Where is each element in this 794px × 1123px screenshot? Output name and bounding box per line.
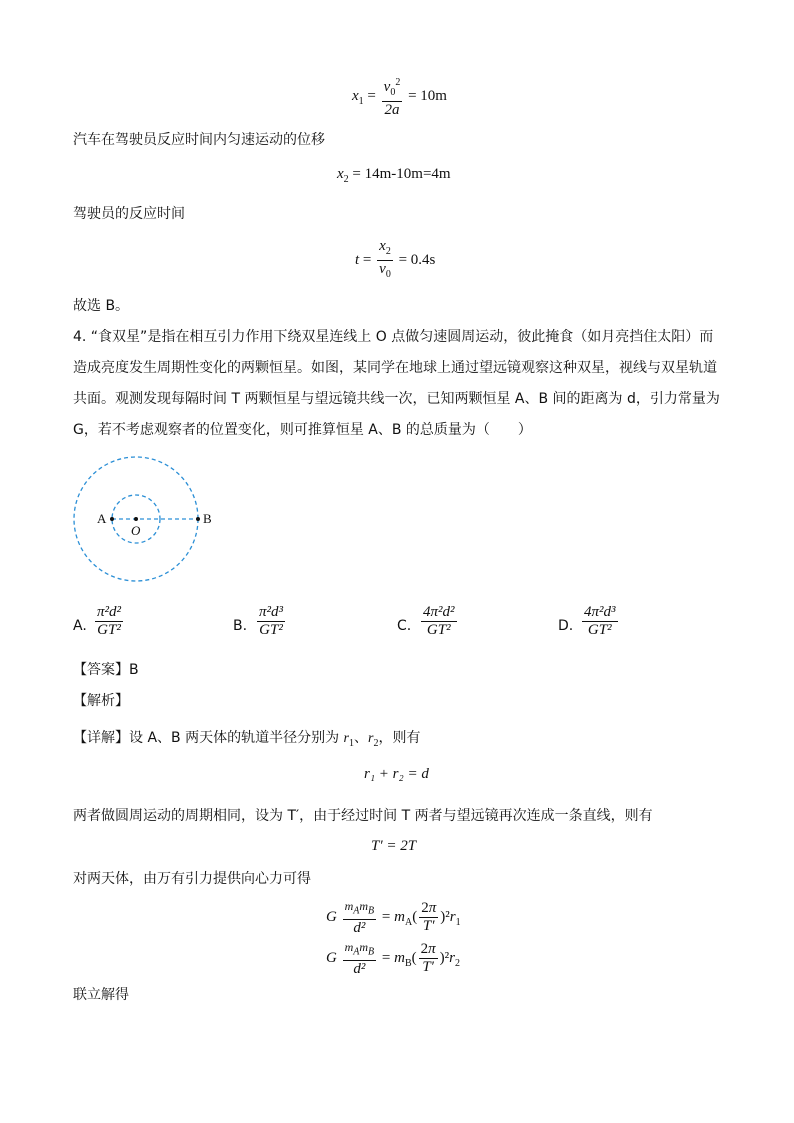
text-gravity-centripetal: 对两天体，由万有引力提供向心力可得 [73,871,311,887]
option-a-label: A. [73,618,87,634]
detail-text: 设 A、B 两天体的轨道半径分别为 [129,730,344,746]
option-a-numerator: π²d² [97,604,122,620]
text-combine-solve: 联立解得 [73,987,129,1003]
question-line-3: 共面。观测发现每隔时间 T 两颗恒星与望远镜共线一次，已知两颗恒星 A、B 间的距离为 d，引力常量为 [73,391,720,407]
question-line-4: G，若不考虑观察者的位置变化，则可推算恒星 A、B 的总质量为（ ） [73,422,532,438]
label-b: B [203,511,212,526]
equation-gravity-b: G $\frac{m_Am_B}{\text{d²}}$ = $m_B$( $\frac{2\pi}{T'}$ )$^2r_2$ [326,940,460,978]
option-b-label: B. [233,618,248,634]
text-choose-b: 故选 B。 [73,298,130,314]
equation-x2: $x_2 = 14m-10m=4m$ [337,166,451,185]
question-line-2: 造成亮度发生周期性变化的两颗恒星。如图，某同学在地球上通过望远镜观察这种双星，视线与双星轨道 [73,360,717,376]
equation-radius-sum: r₁ + r₂ = d [364,766,429,782]
answer-value: B [129,662,139,678]
equation-x1: $x_1$ = $\frac{v_0^2}{2a}$ = 10m [352,74,447,119]
equation-period: T′ = 2T [371,838,417,854]
option-d-numerator: 4π²d³ [584,604,616,620]
eq3-result: = 0.4s [398,251,436,268]
option-c-denominator: GT² [426,622,451,638]
equation-gravity-a: G $\frac{m_Am_B}{\text{d²}}$ = $m_A$( $\frac{2\pi}{T'}$ )$^2r_1$ [326,899,461,937]
eq1-denominator: 2a [384,102,400,118]
center-o-dot [134,517,138,521]
analysis-tag: 【解析】 [73,693,129,709]
binary-star-diagram [70,455,210,585]
text-same-period: 两者做圆周运动的周期相同，设为 T′，由于经过时间 T 两者与望远镜再次连成一条直线，则有 [73,808,653,824]
option-c-label: C. [397,618,412,634]
equation-t: t = $\frac{x_2}{v_0}$ = 0.4s [355,238,436,280]
eq2-result: = 14m-10m=4m [348,166,451,182]
star-b-dot [196,517,200,521]
label-o: O [131,523,141,538]
eq1-result: = 10m [408,87,447,104]
detail-tag: 【详解】 [73,730,129,746]
star-a-dot [110,517,114,521]
option-d-denominator: GT² [587,622,612,638]
question-line-1: 4. “食双星”是指在相互引力作用下绕双星连线上 O 点做匀速圆周运动，彼此掩食（如月亮挡住太阳）而 [73,329,714,345]
option-b-denominator: GT² [259,622,283,638]
answer-tag: 【答案】 [73,662,129,678]
option-b-numerator: π²d³ [259,604,284,620]
text-uniform-displacement: 汽车在驾驶员反应时间内匀速运动的位移 [73,132,325,148]
label-a: A [97,511,107,526]
option-a-denominator: GT² [97,622,121,638]
option-c-numerator: 4π²d² [423,604,455,620]
detail-line: 【详解】设 A、B 两天体的轨道半径分别为 $r_1$、$r_2$，则有 [73,730,421,749]
option-d-label: D. [558,618,574,634]
text-reaction-time: 驾驶员的反应时间 [73,206,185,222]
detail-text-tail: ，则有 [378,730,421,746]
answer-line [73,660,139,680]
